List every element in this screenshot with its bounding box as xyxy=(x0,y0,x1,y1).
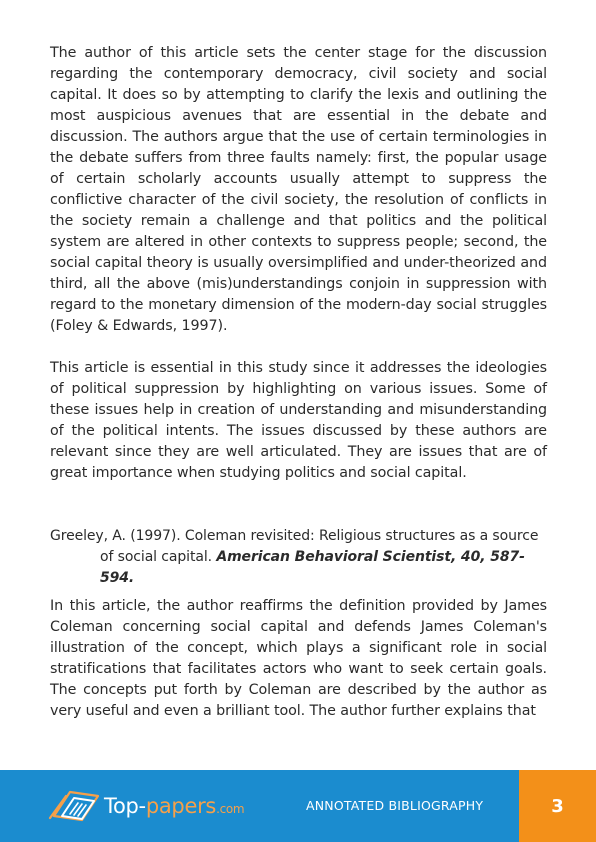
citation-journal: American Behavioral Scientist, 40, 587-594. xyxy=(100,549,525,586)
logo-text-tld: .com xyxy=(216,802,245,816)
citation-text: Greeley, A. (1997). Coleman revisited: Religious structures as a source of social capital. xyxy=(50,528,539,565)
paragraph-3: In this article, the author reaffirms the definition provided by James Coleman concerning social capital and defends James Coleman's illustration of the concept, which plays a significant role in social stratifications that facilitates actors who want to seek certain goals. The concepts put forth by Coleman are described by the author as very useful and even a brilliant tool. The author further explains that xyxy=(50,598,547,719)
footer-section-title: ANNOTATED BIBLIOGRAPHY xyxy=(306,798,484,813)
stacked-papers-icon xyxy=(48,786,102,826)
paragraph-1: The author of this article sets the center stage for the discussion regarding the contemporary democracy, civil society and social capital. It does so by attempting to clarify the lexis and outlining the most auspicious avenues that are essential in the debate and discussion. The authors argue that the use of certain terminologies in the debate suffers from three faults namely: first, the popular usage of certain scholarly accounts usually attempt to suppress the conflictive character of the civil society, the resolution of conflicts in the society remain a challenge and that politics and the political system are altered in other contexts to suppress people; second, the social capital theory is usually oversimplified and under-theorized and third, all the above (mis)understandings conjoin in suppression with regard to the monetary dimension of the modern-day social struggles (Foley & Edwards, 1997). xyxy=(50,45,547,334)
document-body xyxy=(50,43,547,722)
page-number-box xyxy=(519,770,596,842)
paragraph-spacer xyxy=(50,337,547,358)
paragraph-2: This article is essential in this study since it addresses the ideologies of political suppression by highlighting on various issues. Some of these issues help in creation of understanding and misunderstanding of the political intents. The issues discussed by these authors are relevant since they are well articulated. They are issues that are of great importance when studying politics and social capital. xyxy=(50,360,547,481)
logo-text-top: Top- xyxy=(104,794,146,818)
page-number: 3 xyxy=(551,795,564,817)
logo-wordmark xyxy=(104,794,244,818)
top-papers-logo xyxy=(48,784,244,828)
logo-text-papers: papers xyxy=(145,794,217,818)
page-footer xyxy=(0,770,596,842)
bibliography-citation xyxy=(50,526,547,589)
section-spacer xyxy=(50,484,547,526)
